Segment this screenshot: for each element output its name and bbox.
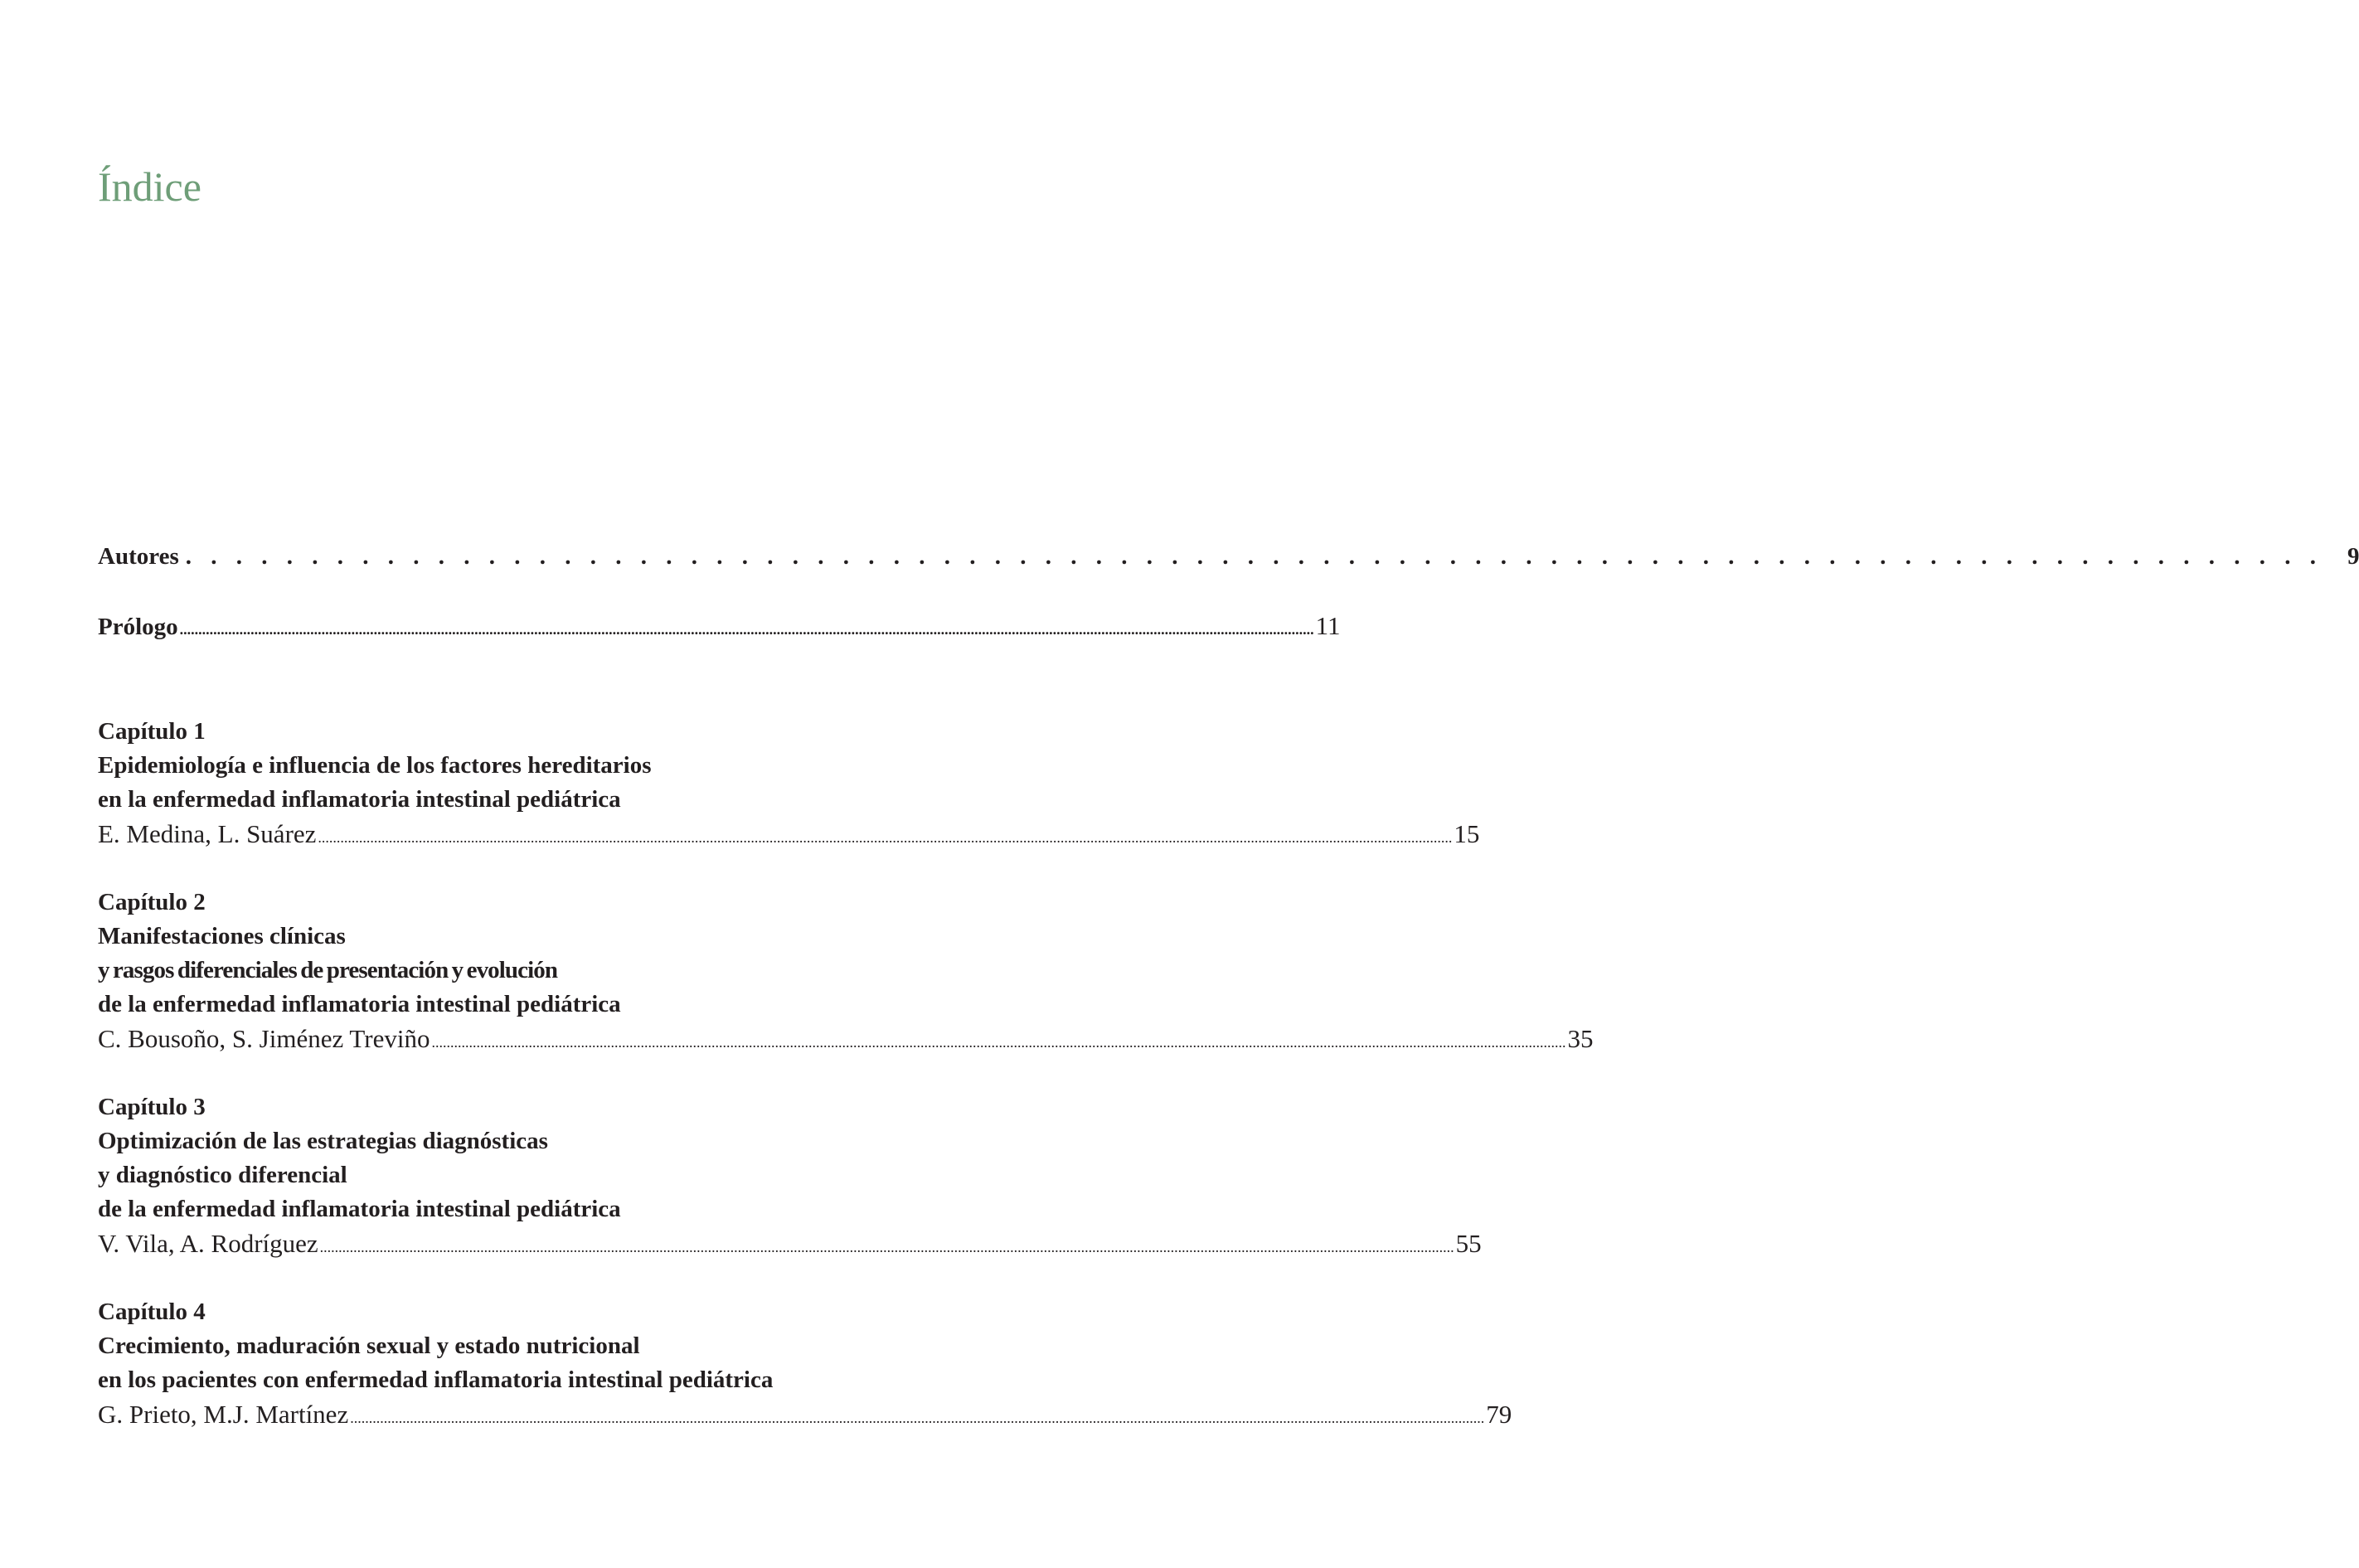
toc-entry-label: Prólogo <box>98 614 178 640</box>
chapter-title-line: y rasgos diferenciales de presentación y evolución <box>98 957 558 983</box>
chapter-heading: Capítulo 3 <box>98 1094 206 1120</box>
chapter-authors: G. Prieto, M.J. Martínez <box>98 1400 349 1429</box>
dot-leader: ................................................................................................................................................................................................................................................................................................................ <box>431 1034 1566 1051</box>
toc-page-number: 15 <box>1454 819 1480 848</box>
toc-chapter-1 <box>98 715 1480 855</box>
chapter-title-line: de la enfermedad inflamatoria intestinal pediátrica <box>98 1196 621 1222</box>
chapter-title-line: y diagnóstico diferencial <box>98 1162 347 1188</box>
page-title: Índice <box>98 163 201 210</box>
chapter-authors: V. Vila, A. Rodríguez <box>98 1229 318 1258</box>
chapter-heading: Capítulo 4 <box>98 1299 206 1325</box>
toc-page-number: 9 <box>2347 543 2359 570</box>
chapter-authors: C. Bousoño, S. Jiménez Treviño <box>98 1024 430 1053</box>
chapter-heading: Capítulo 2 <box>98 889 206 915</box>
chapter-title-line: Crecimiento, maduración sexual y estado nutricional <box>98 1333 640 1359</box>
toc-page-number: 79 <box>1486 1400 1512 1429</box>
chapter-title-line: de la enfermedad inflamatoria intestinal pediátrica <box>98 991 621 1017</box>
chapter-authors: E. Medina, L. Suárez <box>98 819 317 848</box>
dot-leader: ................................................................................................................................................................................................................................................................................................................ <box>179 621 1314 638</box>
chapter-title-line: Manifestaciones clínicas <box>98 923 346 949</box>
toc-chapter-4 <box>98 1295 1512 1435</box>
chapter-title-line: en los pacientes con enfermedad inflamatoria intestinal pediátrica <box>98 1367 774 1393</box>
chapter-heading: Capítulo 1 <box>98 718 206 745</box>
chapter-title-line: Epidemiología e influencia de los factores hereditarios <box>98 752 652 779</box>
toc-page-number: 35 <box>1567 1024 1594 1053</box>
dot-leader: ................................................................................................................................................................................................................................................................................................................ <box>319 1239 1454 1255</box>
toc-page-number: 11 <box>1315 611 1341 640</box>
dot-leader: ................................................................................................................................................................................................................................................................................................................ <box>318 829 1453 846</box>
chapter-title-line: Optimización de las estrategias diagnósticas <box>98 1128 548 1154</box>
toc-entry-prologo <box>98 611 1341 641</box>
toc-chapter-2 <box>98 886 1594 1060</box>
dot-leader: . . . . . . . . . . . . . . . . . . . . . . . . . . . . . . . . . . . . . . . . . . . . . . . . . . . . . . . . . . . . . . . . . . . . . . . . . . . . . . . . . . . . . <box>185 543 2323 570</box>
toc-page-number: 55 <box>1455 1229 1482 1258</box>
chapter-title-line: en la enfermedad inflamatoria intestinal pediátrica <box>98 786 621 813</box>
toc-entry-autores <box>98 543 2359 570</box>
toc-chapter-3 <box>98 1090 1482 1265</box>
toc-entry-label: Autores <box>98 543 179 570</box>
dot-leader: ................................................................................................................................................................................................................................................................................................................ <box>350 1410 1485 1426</box>
